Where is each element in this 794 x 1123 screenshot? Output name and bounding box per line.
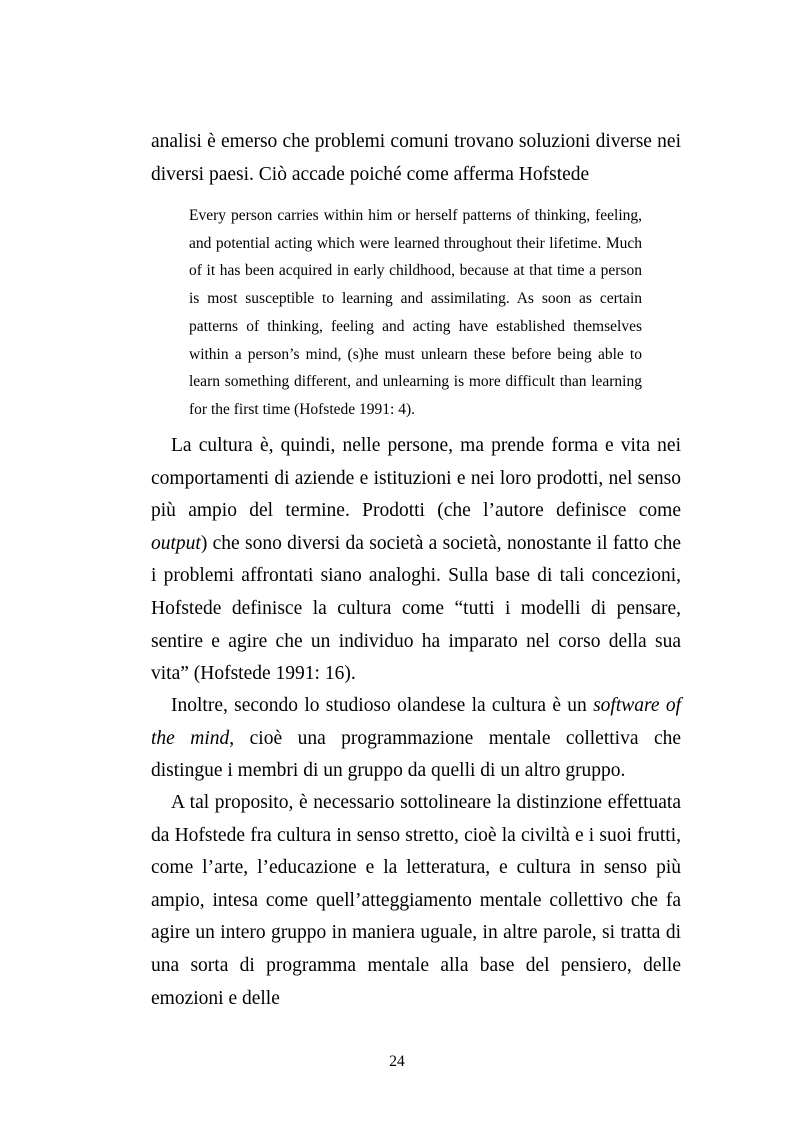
culture-paragraph-text-end: ) che sono diversi da società a società, nonostante il fatto che i problemi affrontati siano analoghi. Sulla base di tali concezioni, Hofstede definisce la cultura come “tutti i modelli di pensare, sentire e agire che un individuo ha imparato nel corso della sua vita” (Hofstede 1991: 16). — [151, 532, 681, 685]
distinction-paragraph: A tal proposito, è necessario sottolineare la distinzione effettuata da Hofstede fra cultura in senso stretto, cioè la civiltà e i suoi frutti, come l’arte, l’educazione e la letteratura, e cultura in senso più ampio, intesa come quell’atteggiamento mentale collettivo che fa agire un intero gruppo in maniera uguale, in altre parole, si tratta di una sorta di programma mentale alla base del pensiero, delle emozioni e delle — [151, 792, 681, 1009]
software-paragraph-text-end: , cioè una programmazione mentale collettiva che distingue i membri di un gruppo da quelli di un altro gruppo. — [151, 727, 682, 782]
intro-paragraph: analisi è emerso che problemi comuni trovano soluzioni diverse nei diversi paesi. Ciò accade poiché come afferma Hofstede — [151, 131, 681, 185]
culture-paragraph — [151, 430, 681, 691]
output-term: output — [151, 532, 201, 554]
software-of-mind-paragraph — [151, 690, 681, 788]
hofstede-block-quote: Every person carries within him or herself patterns of thinking, feeling, and potential acting which were learned throughout their lifetime. Much of it has been acquired in early childhood, because at that time a person is most susceptible to learning and assimilating. As soon as certain patterns of thinking, feeling and acting have established themselves within a person’s mind, (s)he must unlearn these before being able to learn something different, and unlearning is more difficult than learning for the first time (Hofstede 1991: 4). — [189, 207, 642, 418]
culture-paragraph-text-start: La cultura è, quindi, nelle persone, ma prende forma e vita nei comportamenti di aziende e istituzioni e nei loro prodotti, nel senso più ampio del termine. Prodotti (che l’autore definisce come — [151, 435, 681, 522]
page-number: 24 — [389, 1053, 405, 1070]
software-paragraph-text-start: Inoltre, secondo lo studioso olandese la cultura è un — [171, 695, 594, 716]
software-of-the-mind-term: software of the mind — [151, 695, 681, 749]
